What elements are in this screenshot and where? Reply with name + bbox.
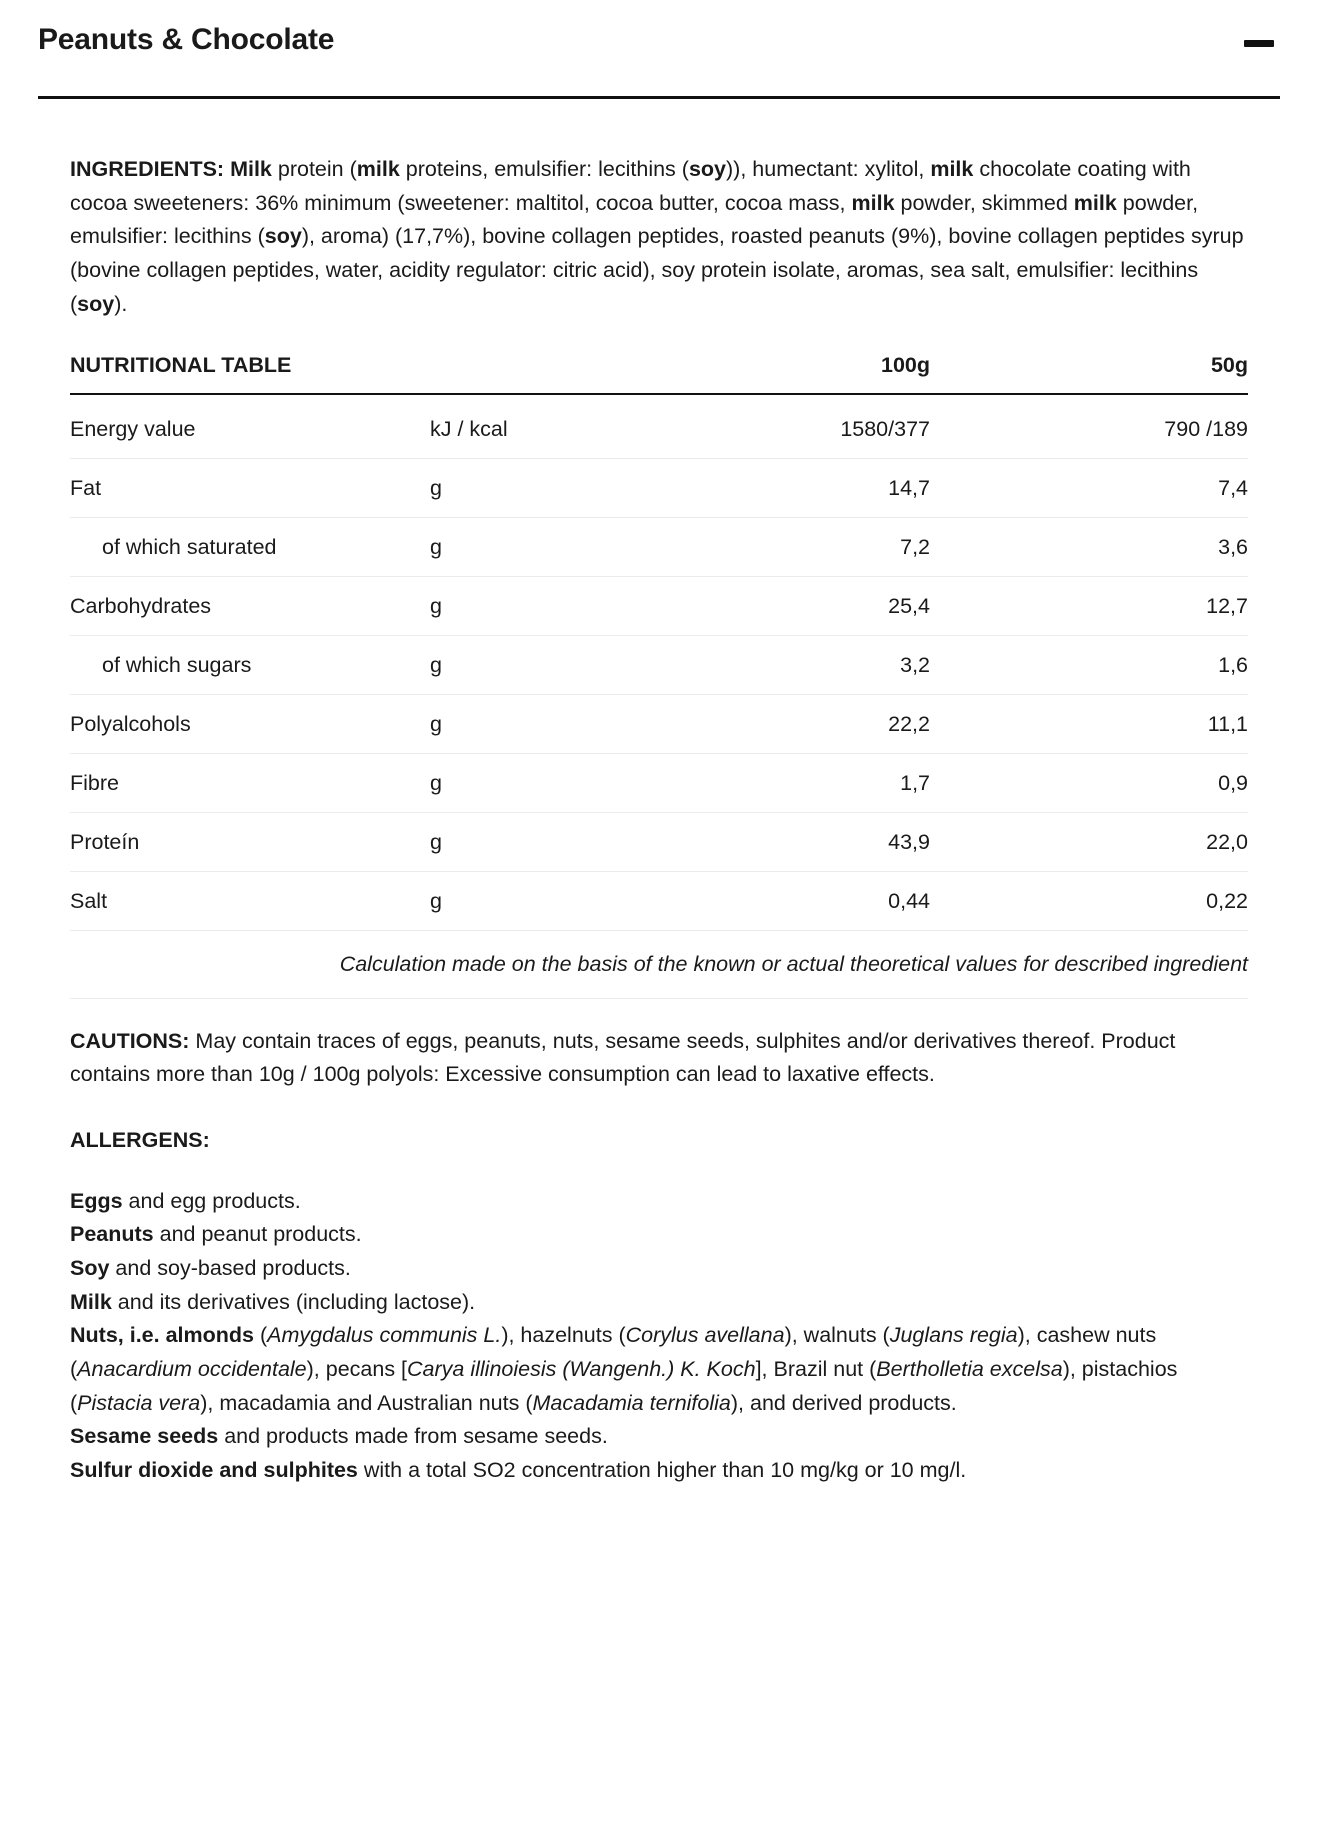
nutrient-name: Energy value: [70, 394, 430, 459]
table-footnote-row: [70, 931, 1248, 998]
nutritional-table-body: [70, 394, 1248, 998]
nutrient-value-50g: 22,0: [930, 813, 1248, 872]
nutrient-value-100g: 1,7: [670, 754, 930, 813]
panel-content: [38, 153, 1280, 1488]
nutrient-unit: g: [430, 518, 670, 577]
nutrient-value-100g: 3,2: [670, 636, 930, 695]
page-title: Peanuts & Chocolate: [38, 23, 335, 56]
nutrient-name: Salt: [70, 872, 430, 931]
allergens-heading: ALLERGENS:: [70, 1127, 210, 1152]
table-row: [70, 695, 1248, 754]
table-row: [70, 636, 1248, 695]
nutrient-value-50g: 1,6: [930, 636, 1248, 695]
nutrient-value-50g: 11,1: [930, 695, 1248, 754]
nutrient-value-100g: 0,44: [670, 872, 930, 931]
nutrient-name: Polyalcohols: [70, 695, 430, 754]
nutrient-unit: g: [430, 636, 670, 695]
nutrient-unit: g: [430, 813, 670, 872]
cautions-paragraph: CAUTIONS: May contain traces of eggs, peanuts, nuts, sesame seeds, sulphites and/or derivatives thereof. Product contains more than 10g / 100g polyols: Excessive consumption can lead to laxative effects.: [70, 1028, 1176, 1087]
nutrient-unit: kJ / kcal: [430, 394, 670, 459]
nutrient-name: of which sugars: [70, 636, 430, 695]
nutrient-unit: g: [430, 754, 670, 813]
accordion-header-peanuts-chocolate[interactable]: [38, 0, 1280, 58]
nutrient-name: Fat: [70, 459, 430, 518]
nutrient-unit: g: [430, 459, 670, 518]
allergen-line: Nuts, i.e. almonds (Amygdalus communis L.), hazelnuts (Corylus avellana), walnuts (Juglans regia), cashew nuts (Anacardium occidentale), pecans [Carya illinoiesis (Wangenh.) K. Koch], Brazil nut (Bertholletia excelsa), pistachios (Pistacia vera), macadamia and Australian nuts (Macadamia ternifolia), and derived products.: [70, 1323, 1178, 1415]
nutrient-name: Carbohydrates: [70, 577, 430, 636]
table-row: [70, 872, 1248, 931]
header-divider: [38, 96, 1280, 99]
nutrient-name: Fibre: [70, 754, 430, 813]
nutrient-value-50g: 12,7: [930, 577, 1248, 636]
nutritional-table-head: [70, 353, 1248, 394]
table-row: [70, 459, 1248, 518]
allergen-line: Milk and its derivatives (including lactose).: [70, 1289, 476, 1314]
nutrient-value-100g: 7,2: [670, 518, 930, 577]
nutrient-value-100g: 22,2: [670, 695, 930, 754]
table-row: [70, 813, 1248, 872]
nutrient-unit: g: [430, 872, 670, 931]
allergen-line: Sulfur dioxide and sulphites with a total SO2 concentration higher than 10 mg/kg or 10 mg/l.: [70, 1457, 967, 1482]
nutrient-value-100g: 25,4: [670, 577, 930, 636]
nutrient-value-50g: 0,9: [930, 754, 1248, 813]
table-row: [70, 754, 1248, 813]
allergen-line: Peanuts and peanut products.: [70, 1222, 362, 1247]
nutrient-name: of which saturated: [70, 518, 430, 577]
table-row: [70, 518, 1248, 577]
nutritional-table-footnote: Calculation made on the basis of the known or actual theoretical values for described ingredient: [70, 931, 1248, 998]
column-header-100g: 100g: [670, 353, 930, 394]
nutrient-unit: g: [430, 577, 670, 636]
column-header-50g: 50g: [930, 353, 1248, 394]
minus-icon-bar: [1244, 40, 1274, 47]
nutrient-value-100g: 1580/377: [670, 394, 930, 459]
column-header-unit: [430, 353, 670, 394]
table-row: [70, 577, 1248, 636]
nutritional-table: [70, 353, 1248, 998]
ingredients-paragraph: INGREDIENTS: Milk protein (milk proteins, emulsifier: lecithins (soy)), humectant: xylitol, milk chocolate coating with cocoa sweeteners: 36% minimum (sweetener: maltitol, cocoa butter, cocoa mass, milk powder, skimmed milk powder, emulsifier: lecithins (soy), aroma) (17,7%), bovine collagen peptides, roasted peanuts (9%), bovine collagen peptides syrup (bovine collagen peptides, water, acidity regulator: citric acid), soy protein isolate, aromas, sea salt, emulsifier: lecithins (soy).: [70, 157, 1244, 316]
allergen-line: Soy and soy-based products.: [70, 1256, 351, 1281]
nutrient-value-50g: 0,22: [930, 872, 1248, 931]
nutrient-unit: g: [430, 695, 670, 754]
minus-icon[interactable]: [1242, 28, 1276, 58]
allergens-list: [70, 1185, 1248, 1488]
nutrient-value-50g: 790 /189: [930, 394, 1248, 459]
nutrient-value-50g: 3,6: [930, 518, 1248, 577]
column-header-nutrient: NUTRITIONAL TABLE: [70, 353, 430, 394]
nutrient-value-100g: 43,9: [670, 813, 930, 872]
table-row: [70, 394, 1248, 459]
allergen-line: Sesame seeds and products made from sesame seeds.: [70, 1424, 608, 1449]
table-header-row: [70, 353, 1248, 394]
nutrient-value-100g: 14,7: [670, 459, 930, 518]
allergen-line: Eggs and egg products.: [70, 1188, 301, 1213]
nutrient-name: Proteín: [70, 813, 430, 872]
nutrient-value-50g: 7,4: [930, 459, 1248, 518]
